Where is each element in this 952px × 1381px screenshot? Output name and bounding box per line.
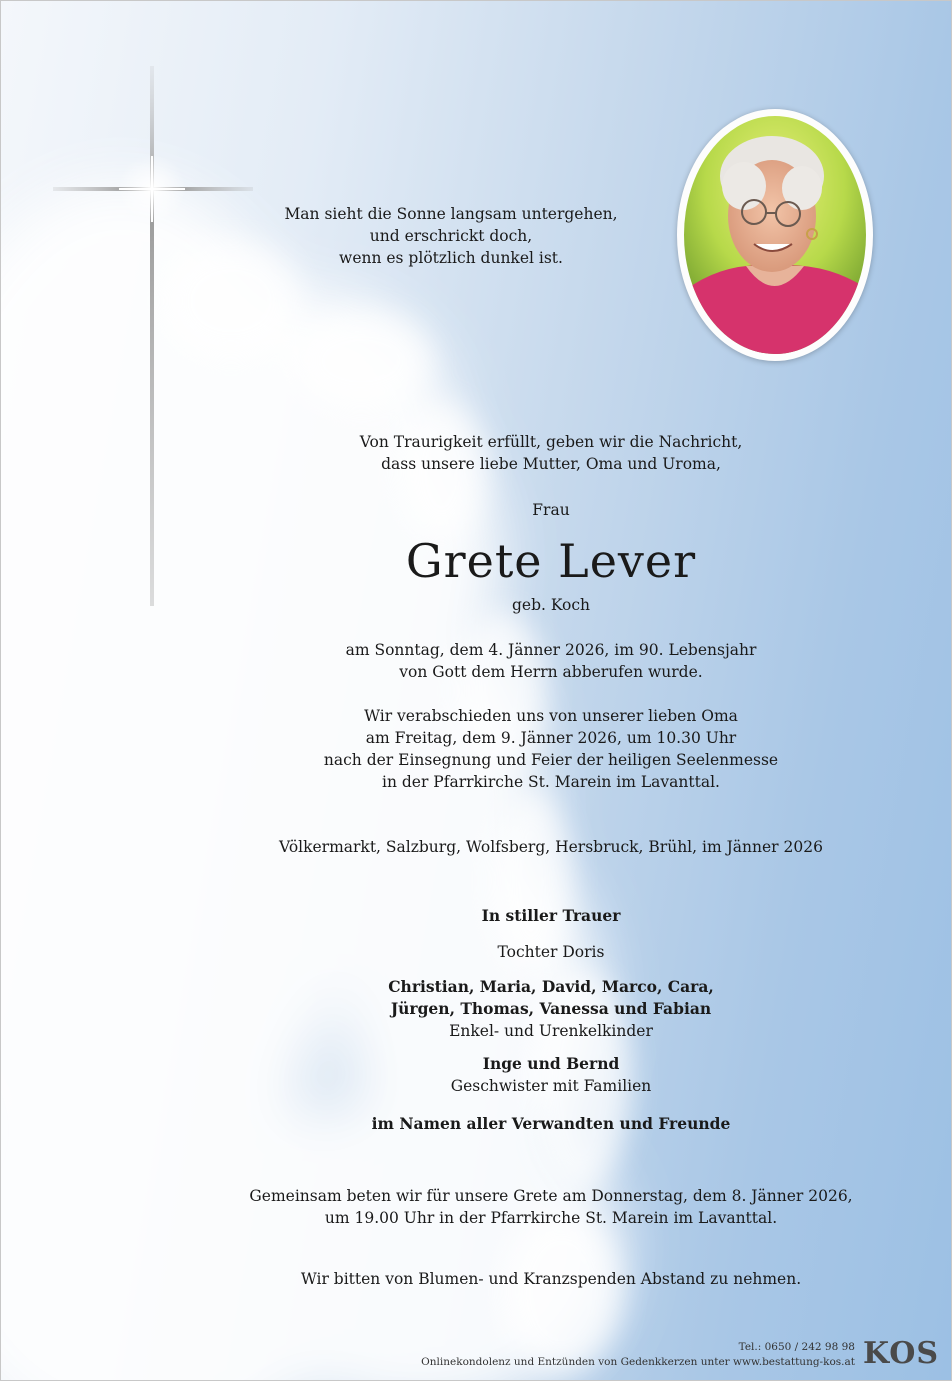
prayer-line: um 19.00 Uhr in der Pfarrkirche St. Marein im Lavanttal. (324, 1209, 778, 1227)
death-notice-line: von Gott dem Herrn abberufen wurde. (399, 663, 703, 681)
grandchildren-label: Enkel- und Urenkelkinder (449, 1022, 653, 1040)
daughter: Tochter Doris (497, 943, 605, 961)
farewell-line: in der Pfarrkirche St. Marein im Lavanttal. (382, 773, 720, 791)
salutation: Frau (532, 501, 570, 519)
mourners-closing: im Namen aller Verwandten und Freunde (371, 1114, 731, 1133)
places-date: Völkermarkt, Salzburg, Wolfsberg, Hersbruck, Brühl, im Jänner 2026 (279, 838, 823, 856)
birth-name: geb. Koch (511, 596, 591, 614)
kos-logo: KOS (863, 1336, 940, 1371)
grandchildren-names: Jürgen, Thomas, Vanessa und Fabian (390, 999, 712, 1018)
siblings-label: Geschwister mit Familien (450, 1077, 652, 1095)
farewell (151, 705, 951, 793)
farewell-line: nach der Einsegnung und Feier der heiligen Seelenmesse (323, 751, 779, 769)
death-notice-line: am Sonntag, dem 4. Jänner 2026, im 90. Lebensjahr (345, 641, 757, 659)
footer-phone: Tel.: 0650 / 242 98 98 (738, 1341, 855, 1353)
deceased-name: Grete Lever (405, 534, 697, 588)
portrait-frame (677, 109, 873, 361)
poem-line: wenn es plötzlich dunkel ist. (339, 249, 563, 267)
flower-request: Wir bitten von Blumen- und Kranzspenden Abstand zu nehmen. (300, 1270, 802, 1288)
poem-line: und erschrickt doch, (369, 227, 533, 245)
farewell-line: am Freitag, dem 9. Jänner 2026, um 10.30 Uhr (365, 729, 737, 747)
prayer (151, 1185, 951, 1229)
siblings-names: Inge und Bernd (482, 1054, 620, 1073)
mourners-heading: In stiller Trauer (481, 906, 621, 925)
intro-line: Von Traurigkeit erfüllt, geben wir die Nachricht, (359, 433, 743, 451)
grandchildren (151, 976, 951, 1042)
poem (251, 203, 651, 269)
cross-icon (41, 56, 271, 616)
intro-line: dass unsere liebe Mutter, Oma und Uroma, (381, 455, 721, 473)
portrait-photo (684, 116, 866, 354)
poem-line: Man sieht die Sonne langsam untergehen, (284, 205, 618, 223)
farewell-line: Wir verabschieden uns von unserer lieben Oma (364, 707, 738, 725)
intro (151, 431, 951, 475)
footer-online-link[interactable]: Onlinekondolenz und Entzünden von Gedenkkerzen unter www.bestattung-kos.at (421, 1356, 855, 1368)
death-notice (151, 639, 951, 683)
prayer-line: Gemeinsam beten wir für unsere Grete am Donnerstag, dem 8. Jänner 2026, (249, 1187, 853, 1205)
siblings (151, 1053, 951, 1097)
grandchildren-names: Christian, Maria, David, Marco, Cara, (388, 977, 714, 996)
